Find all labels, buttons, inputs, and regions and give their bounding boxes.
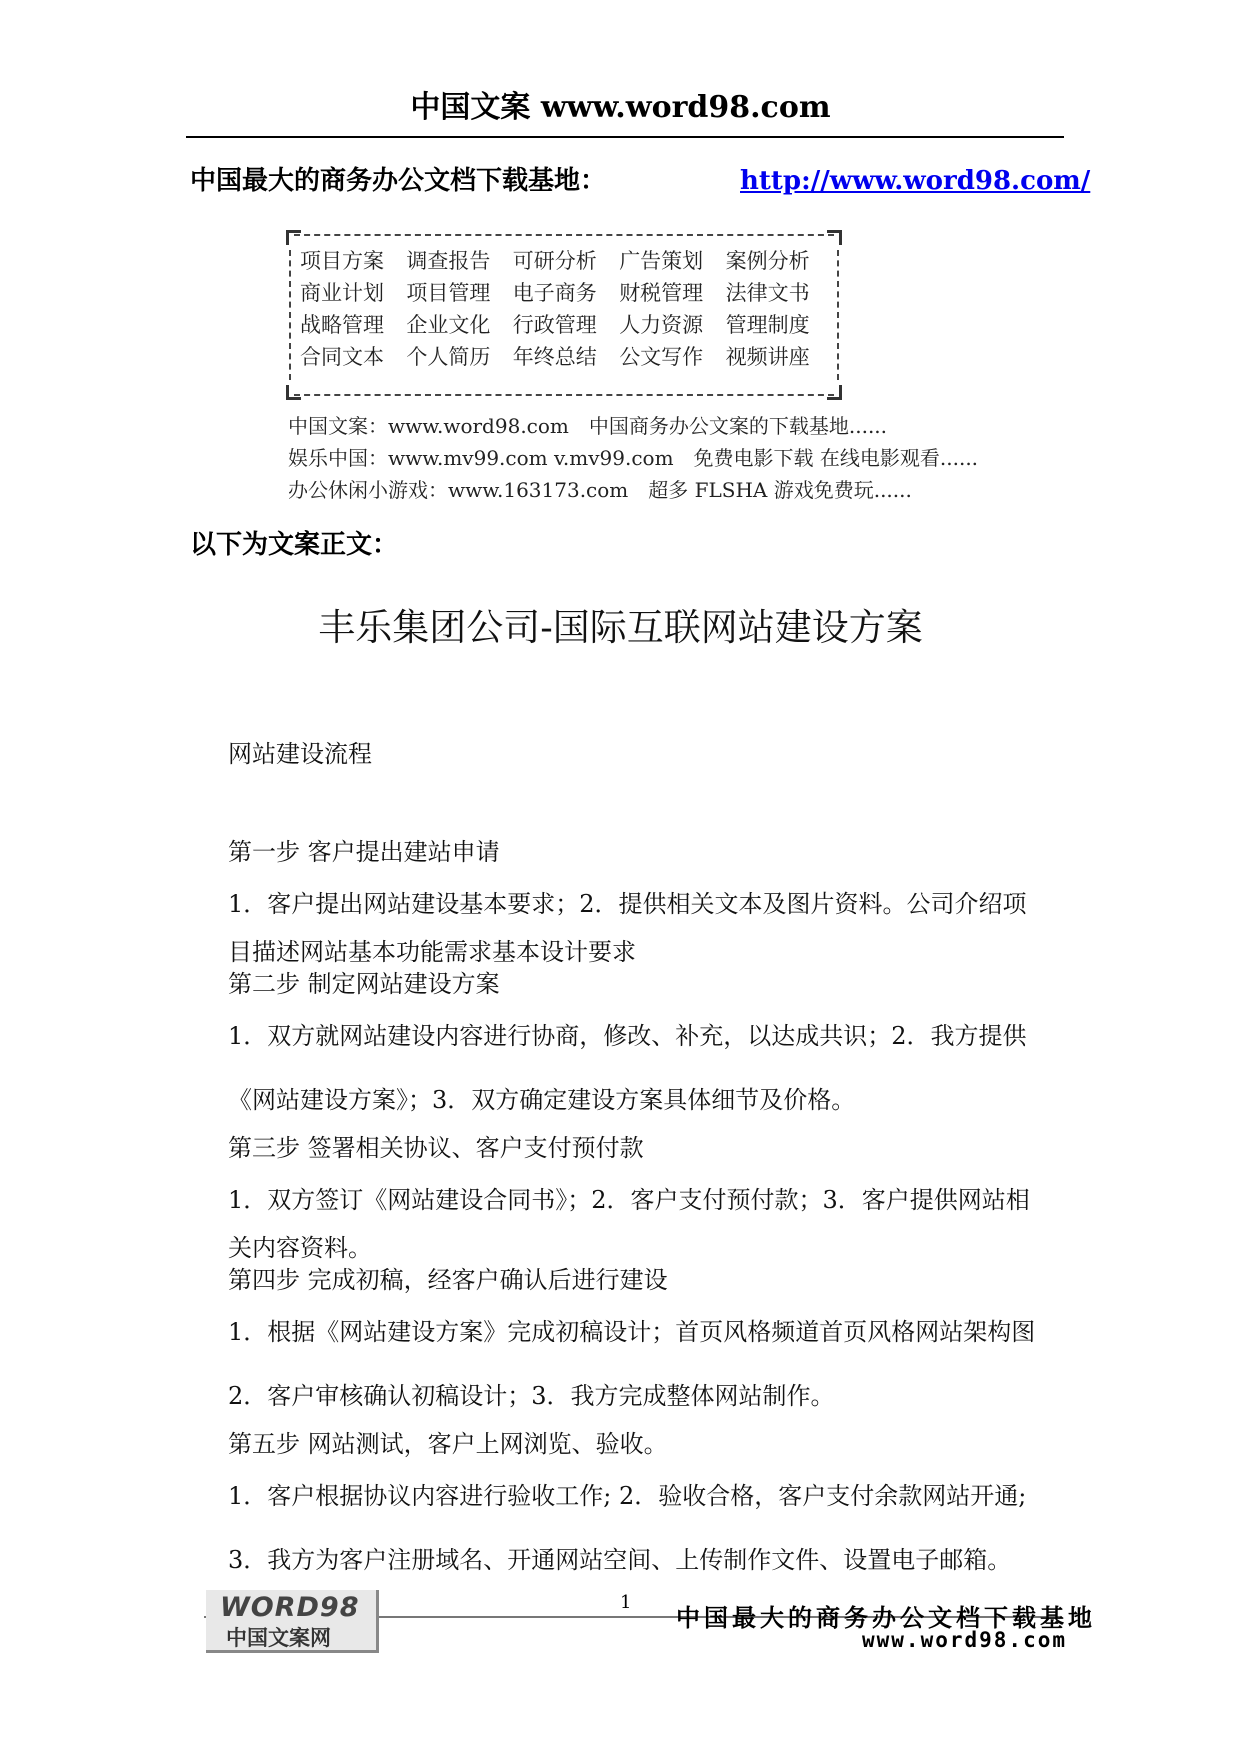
body-paragraph-line: 3．我方为客户注册域名、开通网站空间、上传制作文件、设置电子邮箱。 <box>228 1546 1012 1574</box>
body-paragraph-line: 1．客户提出网站建设基本要求；2．提供相关文本及图片资料。公司介绍项 <box>228 890 1027 918</box>
body-paragraph-line: 1．双方签订《网站建设合同书》；2．客户支付预付款；3．客户提供网站相 <box>228 1186 1030 1214</box>
body-paragraph-line: 关内容资料。 <box>228 1234 372 1262</box>
box-corner <box>827 230 842 245</box>
document-title: 丰乐集团公司-国际互联网站建设方案 <box>318 606 923 649</box>
step-heading: 第四步 完成初稿，经客户确认后进行建设 <box>228 1266 668 1294</box>
step-heading: 第三步 签署相关协议、客户支付预付款 <box>228 1134 644 1162</box>
section-heading: 网站建设流程 <box>228 740 372 768</box>
step-heading: 第二步 制定网站建设方案 <box>228 970 500 998</box>
category-item[interactable]: 调查报告 <box>406 249 491 273</box>
footer-logo <box>206 1590 379 1653</box>
category-item[interactable]: 项目方案 <box>300 249 384 273</box>
promo-line: 办公休闲小游戏：www.163173.com 超多 FLSHA 游戏免费玩...... <box>288 478 912 502</box>
category-item[interactable]: 管理制度 <box>725 313 810 337</box>
page-header-title: 中国文案 www.word98.com <box>410 90 831 125</box>
body-paragraph-line: 1．双方就网站建设内容进行协商，修改、补充，以达成共识；2．我方提供 <box>228 1022 1027 1050</box>
category-item[interactable]: 法律文书 <box>725 281 810 305</box>
category-item[interactable]: 人力资源 <box>619 313 704 337</box>
box-corner <box>827 385 842 400</box>
body-paragraph-line: 目描述网站基本功能需求基本设计要求 <box>228 938 636 966</box>
box-corner <box>286 385 301 400</box>
category-item[interactable]: 合同文本 <box>300 345 384 369</box>
category-item[interactable]: 战略管理 <box>300 313 384 337</box>
category-item[interactable]: 视频讲座 <box>725 345 810 369</box>
category-item[interactable]: 可研分析 <box>512 249 597 273</box>
step-heading: 第五步 网站测试，客户上网浏览、验收。 <box>228 1430 668 1458</box>
box-border-left <box>289 250 291 380</box>
box-border-top <box>294 234 834 236</box>
category-item[interactable]: 个人简历 <box>406 345 491 369</box>
footer-url: www.word98.com <box>862 1628 1068 1652</box>
box-border-bottom <box>294 394 834 396</box>
box-corner <box>286 230 301 245</box>
category-grid <box>300 248 832 371</box>
intro-label: 以下为文案正文： <box>190 530 399 560</box>
body-paragraph-line: 《网站建设方案》；3．双方确定建设方案具体细节及价格。 <box>228 1086 856 1114</box>
category-item[interactable]: 商业计划 <box>300 281 384 305</box>
promo-line: 中国文案：www.word98.com 中国商务办公文案的下载基地...... <box>288 414 888 438</box>
step-heading: 第一步 客户提出建站申请 <box>228 838 500 866</box>
category-item[interactable]: 行政管理 <box>512 313 597 337</box>
tagline: 中国最大的商务办公文档下载基地： <box>190 166 607 196</box>
body-paragraph-line: 1．客户根据协议内容进行验收工作; 2．验收合格，客户支付余款网站开通; <box>228 1482 1027 1510</box>
body-paragraph-line: 2．客户审核确认初稿设计；3．我方完成整体网站制作。 <box>228 1382 835 1410</box>
category-item[interactable]: 案例分析 <box>725 249 810 273</box>
body-paragraph-line: 1．根据《网站建设方案》完成初稿设计；首页风格频道首页风格网站架构图 <box>228 1318 1036 1346</box>
page-number: 1 <box>620 1592 632 1613</box>
category-item[interactable]: 电子商务 <box>512 281 597 305</box>
category-item[interactable]: 财税管理 <box>619 281 704 305</box>
header-divider <box>186 136 1064 138</box>
category-item[interactable]: 广告策划 <box>619 249 704 273</box>
category-box <box>286 230 842 400</box>
footer-slogan: 中国最大的商务办公文档下载基地 <box>676 1604 1096 1632</box>
category-item[interactable]: 企业文化 <box>406 313 491 337</box>
category-item[interactable]: 年终总结 <box>512 345 597 369</box>
logo-wordmark: WORD98 <box>220 1592 360 1623</box>
promo-line: 娱乐中国：www.mv99.com v.mv99.com 免费电影下载 在线电影观看...... <box>288 446 979 470</box>
category-item[interactable]: 项目管理 <box>406 281 491 305</box>
logo-chinese-name: 中国文案网 <box>226 1626 331 1650</box>
site-link[interactable]: http://www.word98.com/ <box>740 166 1091 196</box>
category-item[interactable]: 公文写作 <box>619 345 704 369</box>
box-border-right <box>837 250 839 380</box>
